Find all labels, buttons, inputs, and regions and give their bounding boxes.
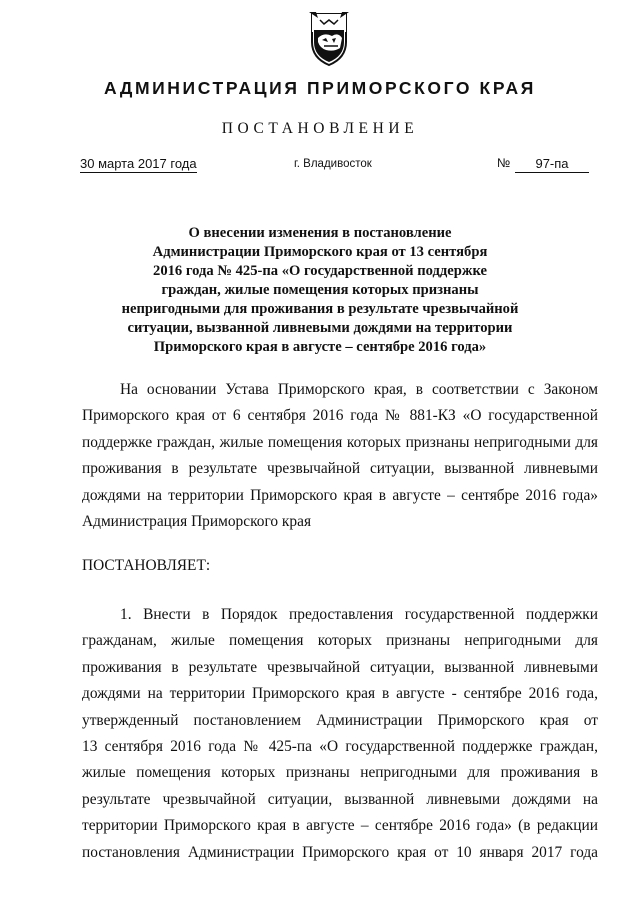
paragraph-line: дождями на территории Приморского края в августе – сентябре 2016 года»: [82, 486, 598, 504]
subject-line: О внесении изменения в постановление: [188, 225, 452, 241]
document-date: 30 марта 2017 года: [80, 156, 197, 171]
subject-line: ситуации, вызванной ливневыми дождями на территории: [127, 320, 513, 336]
paragraph-line: 13 сентября 2016 года № 425-па «О государственной поддержке граждан,: [82, 738, 598, 756]
paragraph-line: результате чрезвычайной ситуации, вызванной ливневыми дождями на: [82, 790, 598, 808]
paragraph-line: Приморского края от 6 сентября 2016 года № 881-КЗ «О государственной: [82, 407, 598, 425]
paragraph-line: гражданам, жилые помещения которых признаны непригодными для: [82, 632, 598, 650]
number-sign: №: [497, 156, 511, 170]
paragraph-line: утвержденный постановлением Администрации Приморского края от: [82, 711, 598, 729]
paragraph-line: проживания в результате чрезвычайной ситуации, вызванной ливневыми: [82, 460, 598, 478]
paragraph-line: территории Приморского края в августе – сентябре 2016 года» (в редакции: [82, 817, 598, 835]
resolve-heading: ПОСТАНОВЛЯЕТ:: [82, 557, 211, 574]
preamble-paragraph: [82, 377, 598, 535]
paragraph-line: Администрация Приморского края: [82, 513, 312, 531]
clause-1-paragraph: [82, 602, 598, 866]
paragraph-line: постановления Администрации Приморского края от 10 января 2017 года: [82, 843, 598, 861]
paragraph-line: дождями на территории Приморского края в августе - сентябре 2016 года,: [82, 685, 598, 703]
paragraph-line: поддержке граждан, жилые помещения которых признаны непригодными для: [82, 433, 598, 451]
paragraph-line: 1. Внести в Порядок предоставления государственной поддержки: [120, 606, 598, 623]
document-type: ПОСТАНОВЛЕНИЕ: [221, 120, 419, 137]
document-city: г. Владивосток: [294, 158, 372, 170]
paragraph-line: На основании Устава Приморского края, в соответствии с Законом: [120, 381, 598, 398]
document-subject: [0, 224, 640, 357]
paragraph-line: жилые помещения которых признаны непригодными для проживания в: [82, 764, 598, 782]
paragraph-line: проживания в результате чрезвычайной ситуации, вызванной ливневыми: [82, 658, 598, 676]
organization-title: АДМИНИСТРАЦИЯ ПРИМОРСКОГО КРАЯ: [104, 78, 536, 98]
subject-line: непригодными для проживания в результате чрезвычайной: [121, 301, 519, 317]
subject-line: Приморского края в августе – сентябре 2016 года»: [153, 339, 487, 355]
subject-line: Администрации Приморского края от 13 сентября: [152, 244, 488, 260]
subject-line: граждан, жилые помещения которых признаны: [161, 282, 479, 298]
coat-of-arms-emblem: [304, 8, 354, 68]
subject-line: 2016 года № 425-па «О государственной поддержке: [153, 263, 487, 279]
document-number: 97-па: [515, 156, 589, 173]
